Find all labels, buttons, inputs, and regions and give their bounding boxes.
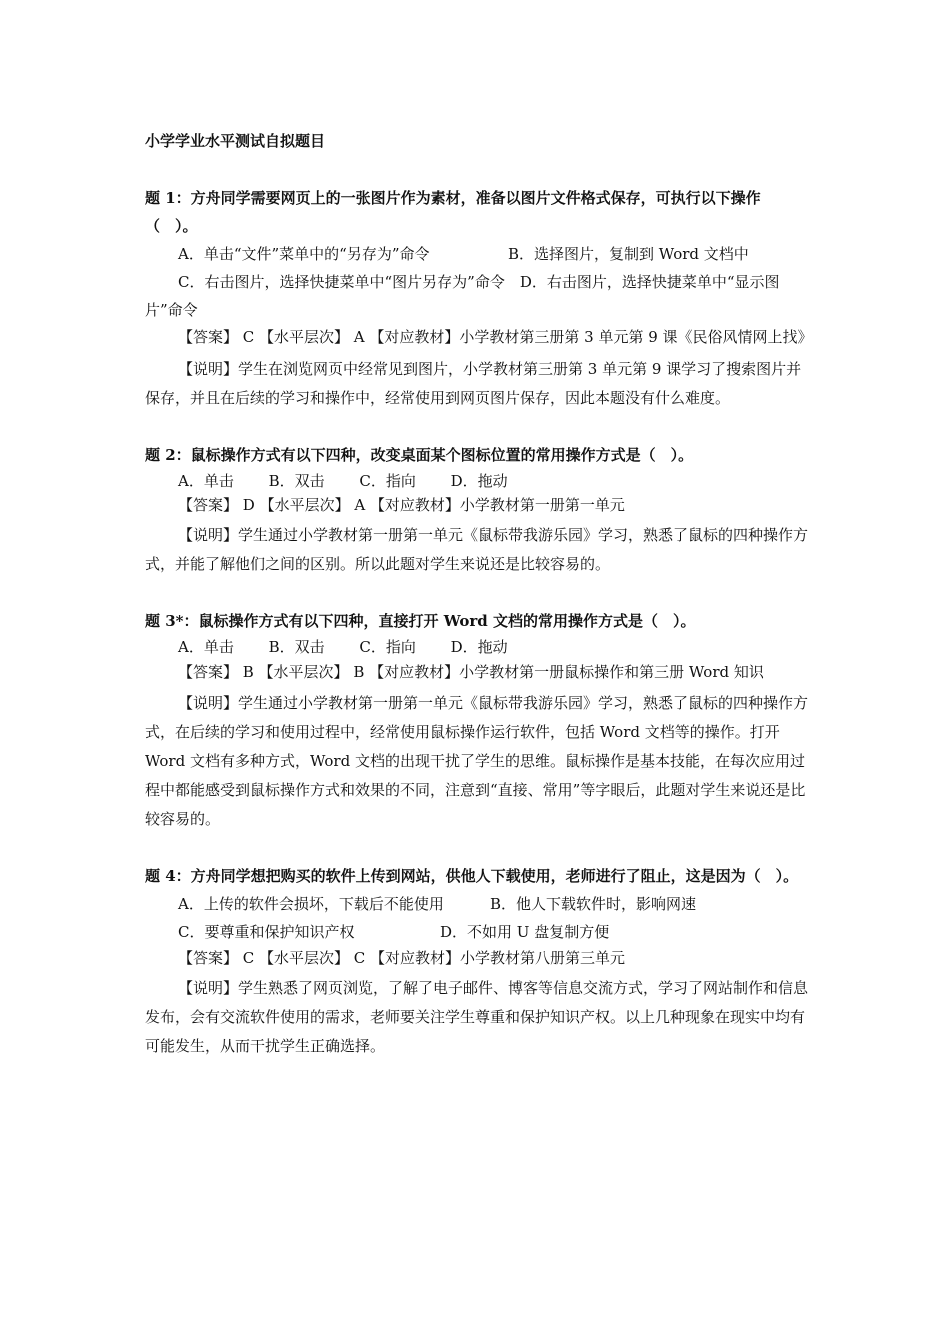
question-2-text: 题 2：鼠标操作方式有以下四种，改变桌面某个图标位置的常用操作方式是（ ）。 xyxy=(145,446,694,464)
question-2-options: A．单击 B．双击 C．指向 D．拖动 xyxy=(178,472,508,490)
option-c: C．要尊重和保护知识产权 xyxy=(178,923,355,941)
question-1-options-ab xyxy=(145,240,810,268)
question-3-answer: 【答案】 B 【水平层次】 B 【对应教材】小学教材第一册鼠标操作和第三册 Word 知识 xyxy=(178,663,764,681)
question-1-note: 【说明】学生在浏览网页中经常见到图片，小学教材第三册第 3 单元第 9 课学习了搜索图片并保存，并且在后续的学习和操作中，经常使用到网页图片保存，因此本题没有什么难度。 xyxy=(145,360,802,407)
question-3 xyxy=(145,607,810,834)
question-4-options-cd xyxy=(145,918,810,946)
question-4-note: 【说明】学生熟悉了网页浏览，了解了电子邮件、博客等信息交流方式，学习了网站制作和信息发布，会有交流软件使用的需求，老师要关注学生尊重和保护知识产权。以上几种现象在现实中均有可能发生，从而干扰学生正确选择。 xyxy=(145,979,809,1055)
question-1-text: 题 1：方舟同学需要网页上的一张图片作为素材，准备以图片文件格式保存，可执行以下操作（ ）。 xyxy=(145,189,761,235)
question-4-text: 题 4：方舟同学想把购买的软件上传到网站，供他人下载使用，老师进行了阻止，这是因为（ ）。 xyxy=(145,867,799,885)
option-a: A．上传的软件会损坏，下载后不能使用 xyxy=(178,895,444,913)
question-3-text: 题 3*：鼠标操作方式有以下四种，直接打开 Word 文档的常用操作方式是（ ）。 xyxy=(145,612,696,630)
question-2-answer: 【答案】 D 【水平层次】 A 【对应教材】小学教材第一册第一单元 xyxy=(178,496,625,514)
question-3-note: 【说明】学生通过小学教材第一册第一单元《鼠标带我游乐园》学习，熟悉了鼠标的四种操作方式，在后续的学习和使用过程中，经常使用鼠标操作运行软件，包括 Word 文档等的操作。打开 Word 文档有多种方式，Word 文档的出现干扰了学生的思维。鼠标操作是基本技能，在每次应用过程中都能感受到鼠标操作方式和效果的不同，注意到“直接、常用”等字眼后，此题对学生来说还是比较容易的。 xyxy=(145,694,809,828)
option-d: D．不如用 U 盘复制方便 xyxy=(440,923,610,941)
question-4-answer: 【答案】 C 【水平层次】 C 【对应教材】小学教材第八册第三单元 xyxy=(178,949,626,967)
option-a: A．单击“文件”菜单中的“另存为”命令 xyxy=(178,245,430,263)
question-1-answer: 【答案】 C 【水平层次】 A 【对应教材】小学教材第三册第 3 单元第 9 课《民俗风情网上找》 xyxy=(178,328,813,346)
document-title: 小学学业水平测试自拟题目 xyxy=(145,132,326,150)
question-2-note: 【说明】学生通过小学教材第一册第一单元《鼠标带我游乐园》学习，熟悉了鼠标的四种操作方式，并能了解他们之间的区别。所以此题对学生来说还是比较容易的。 xyxy=(145,526,809,573)
question-4 xyxy=(145,862,810,1061)
question-3-options: A．单击 B．双击 C．指向 D．拖动 xyxy=(178,638,508,656)
option-b: B．他人下载软件时，影响网速 xyxy=(490,895,697,913)
question-4-options-ab xyxy=(145,890,810,918)
question-2 xyxy=(145,441,810,579)
option-b: B．选择图片，复制到 Word 文档中 xyxy=(508,245,749,263)
document-page xyxy=(145,128,813,1089)
question-1-options-cd: C．右击图片，选择快捷菜单中“图片另存为”命令 D．右击图片，选择快捷菜单中“显示图片”命令 xyxy=(145,273,780,319)
question-1 xyxy=(145,184,813,413)
